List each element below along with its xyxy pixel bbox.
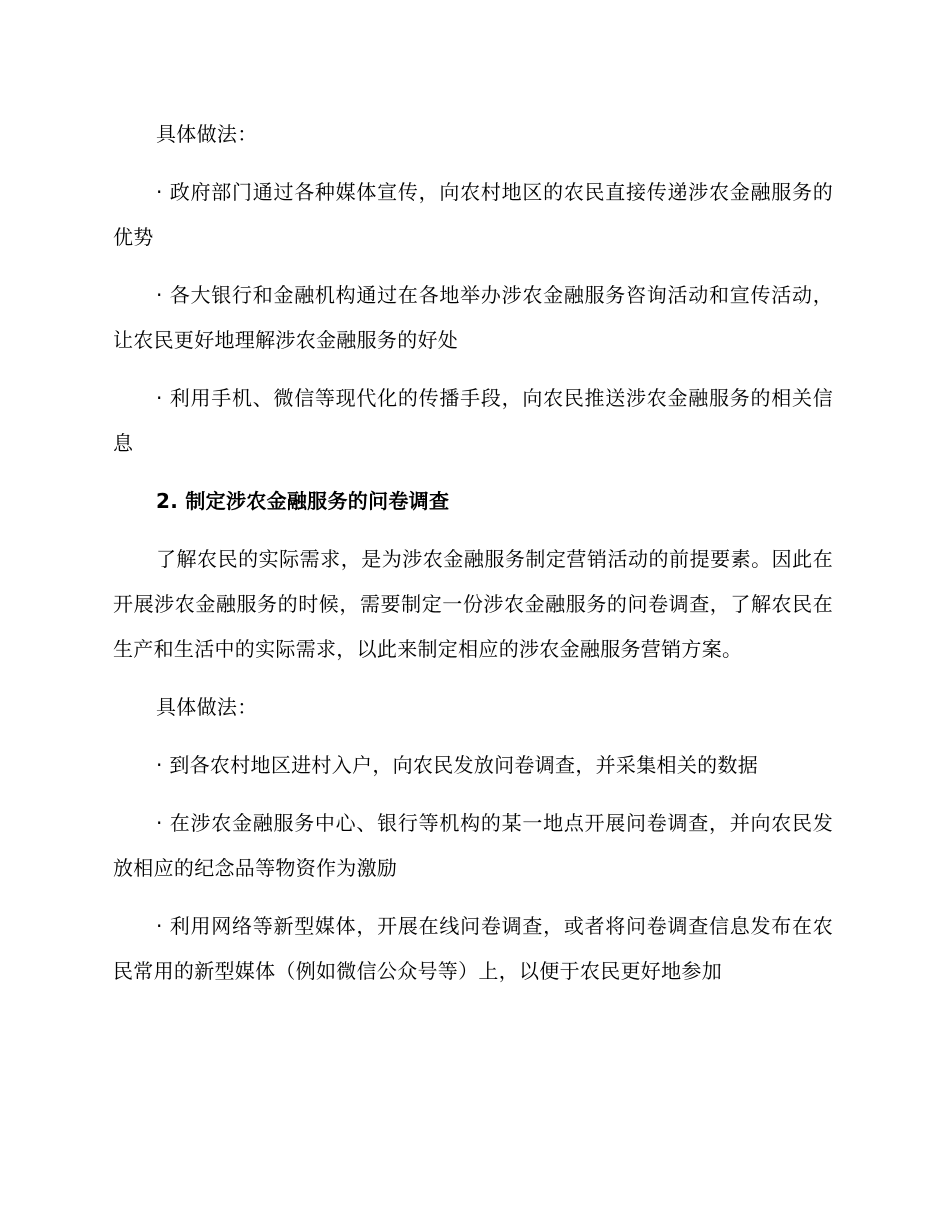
- bullet-item: · 到各农村地区进村入户，向农民发放问卷调查，并采集相关的数据: [156, 753, 759, 777]
- method-label: 具体做法：: [156, 695, 258, 719]
- bullet-item: · 各大银行和金融机构通过在各地举办涉农金融服务咨询活动和宣传活动，让农民更好地理解涉农金融服务的好处: [113, 283, 833, 352]
- bullet-item: · 利用网络等新型媒体，开展在线问卷调查，或者将问卷调查信息发布在农民常用的新型媒体（例如微信公众号等）上，以便于农民更好地参加: [113, 914, 833, 983]
- document-body: [113, 112, 833, 1007]
- method-label: 具体做法：: [156, 122, 258, 146]
- bullet-item: · 利用手机、微信等现代化的传播手段，向农民推送涉农金融服务的相关信息: [113, 386, 833, 455]
- section-paragraph: 了解农民的实际需求，是为涉农金融服务制定营销活动的前提要素。因此在开展涉农金融服务的时候，需要制定一份涉农金融服务的问卷调查，了解农民在生产和生活中的实际需求，以此来制定相应的涉农金融服务营销方案。: [113, 547, 833, 661]
- bullet-item: · 政府部门通过各种媒体宣传，向农村地区的农民直接传递涉农金融服务的优势: [113, 180, 833, 249]
- bullet-item: · 在涉农金融服务中心、银行等机构的某一地点开展问卷调查，并向农民发放相应的纪念品等物资作为激励: [113, 811, 833, 880]
- section-heading: 2. 制定涉农金融服务的问卷调查: [156, 489, 450, 513]
